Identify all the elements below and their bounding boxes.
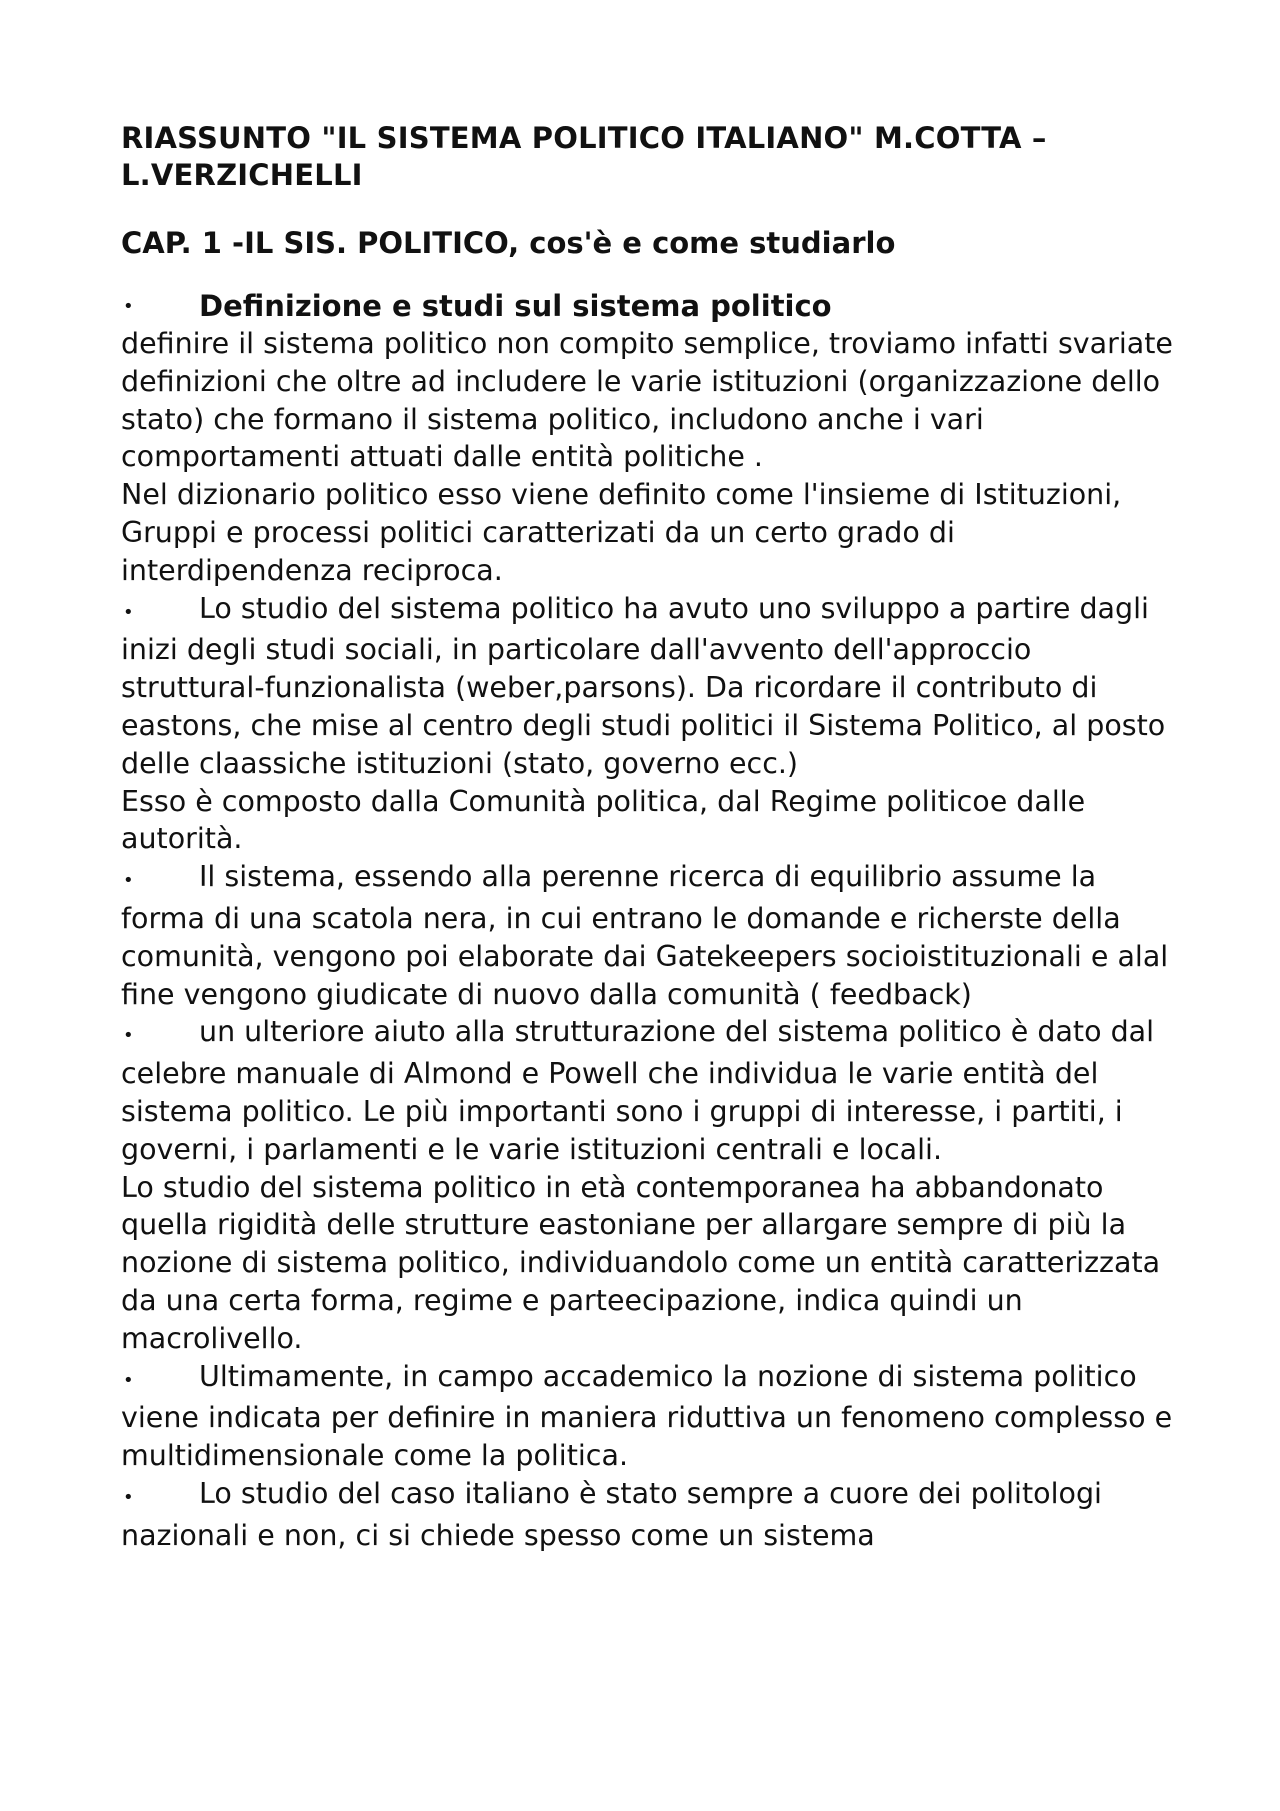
bullet-icon: •	[123, 601, 134, 623]
bullet-icon: •	[123, 296, 134, 317]
paragraph: Nel dizionario politico esso viene definito come l'insieme di Istituzioni, Gruppi e processi politici caratterizati da un certo grado di interdipendenza reciproca.	[121, 478, 1122, 587]
chapter-title: CAP. 1 -IL SIS. POLITICO, cos'è e come studiarlo	[121, 226, 896, 260]
bullet-paragraph-text: Lo studio del sistema politico ha avuto uno sviluppo a partire dagli inizi degli studi sociali, in particolare dall'avvento dell'approccio struttural-funzionalista (weber,parsons). Da ricordare il contributo di eastons, che mise al centro degli studi politici il Sistema Politico, al posto delle claassiche istituzioni (stato, governo ecc.)	[121, 591, 1166, 780]
bullet-paragraph	[121, 1475, 1181, 1555]
bullet-icon: •	[123, 1025, 134, 1047]
document-page	[121, 120, 1181, 1555]
paragraph: Esso è composto dalla Comunità politica, dal Regime politicoe dalle autorità.	[121, 784, 1086, 856]
bullet-paragraph	[121, 1358, 1181, 1475]
bullet-icon: •	[123, 1486, 134, 1508]
bullet-icon: •	[123, 1369, 134, 1391]
bullet-paragraph-text: un ulteriore aiuto alla strutturazione del sistema politico è dato dal celebre manuale di Almond e Powell che individua le varie entità del sistema politico. Le più importanti sono i gruppi di interesse, i partiti, i governi, i parlamenti e le varie istituzioni centrali e locali.	[121, 1015, 1155, 1166]
bullet-paragraph-text: Lo studio del caso italiano è stato sempre a cuore dei politologi nazionali e non, ci si chiede spesso come un sistema	[121, 1476, 1102, 1552]
paragraph: Lo studio del sistema politico in età contemporanea ha abbandonato quella rigidità delle strutture eastoniane per allargare sempre di più la nozione di sistema politico, individuandolo come un entità caratterizzata da una certa forma, regime e parteecipazione, indica quindi un macrolivello.	[121, 1170, 1161, 1355]
bullet-paragraph-text: Il sistema, essendo alla perenne ricerca di equilibrio assume la forma di una scatola nera, in cui entrano le domande e richerste della comunità, vengono poi elaborate dai Gatekeepers socioistituzionali e alal fine vengono giudicate di nuovo dalla comunità ( feedback)	[121, 860, 1169, 1011]
paragraph: definire il sistema politico non compito semplice, troviamo infatti svariate definizioni che oltre ad includere le varie istituzioni (organizzazione dello stato) che formano il sistema politico, includono anche i vari comportamenti attuati dalle entità politiche .	[121, 327, 1173, 474]
bullet-paragraph	[121, 1013, 1181, 1168]
bullet-paragraph	[121, 590, 1181, 783]
bullet-paragraph-text: Ultimamente, in campo accademico la nozione di sistema politico viene indicata per definire in maniera riduttiva un fenomeno complesso e multidimensionale come la politica.	[121, 1359, 1173, 1473]
document-title: RIASSUNTO "IL SISTEMA POLITICO ITALIANO" M.COTTA – L.VERZICHELLI	[121, 121, 1047, 192]
section-heading	[121, 288, 1181, 325]
section-heading-text: Definizione e studi sul sistema politico	[199, 289, 832, 323]
bullet-icon: •	[123, 870, 134, 892]
bullet-paragraph	[121, 858, 1181, 1013]
